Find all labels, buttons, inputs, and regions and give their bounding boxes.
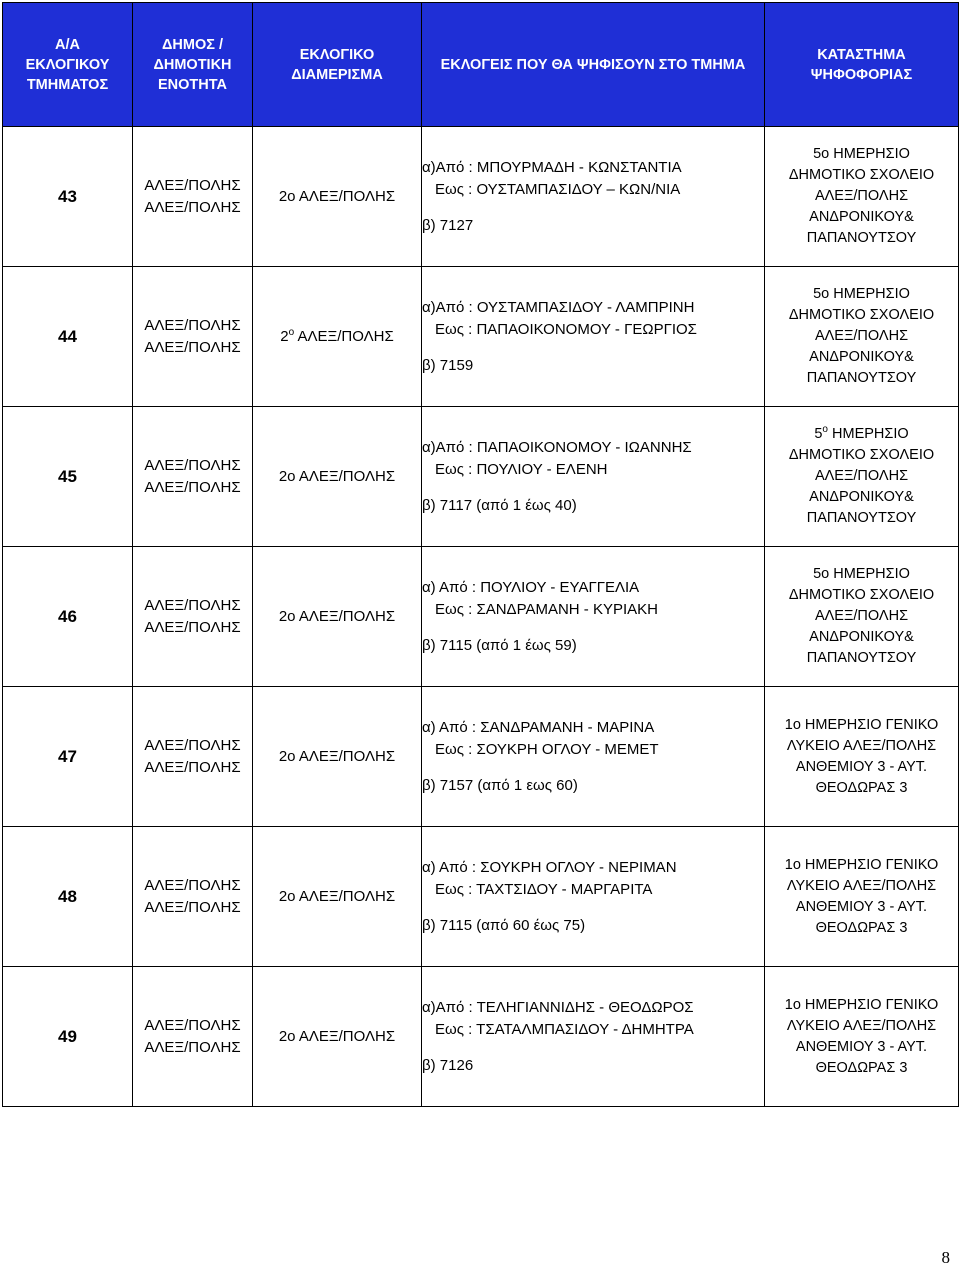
polling-place-line: ΑΝΔΡΟΝΙΚΟΥ& (809, 209, 914, 225)
polling-place-cell (765, 407, 959, 547)
polling-place-line: ΑΝΘΕΜΙΟΥ 3 - ΑΥΤ. (795, 758, 928, 775)
range-from: α) Από : ΣΟΥΚΡΗ ΟΓΛΟΥ - ΝΕΡΙΜΑΝ (422, 858, 677, 876)
electoral-district-cell (253, 547, 422, 687)
section-number-text: 45 (58, 466, 77, 486)
range-to: Εως : ΠΑΠΑΟΙΚΟΝΟΜΟΥ - ΓΕΩΡΓΙΟΣ (435, 320, 697, 338)
polling-place-line: ΠΑΠΑΝΟΥΤΣΟΥ (806, 510, 917, 526)
table-header-row (3, 3, 959, 127)
polling-place-line: ΑΛΕΞ/ΠΟΛΗΣ (814, 468, 909, 484)
municipality-line: ΑΛΕΞ/ΠΟΛΗΣ (144, 316, 241, 334)
range-block: β) 7126 (422, 1056, 474, 1074)
table-row (3, 967, 959, 1107)
polling-place-first-line (765, 144, 958, 165)
section-number (3, 547, 133, 687)
polling-stations-table (2, 2, 959, 1107)
range-block: β) 7117 (από 1 έως 40) (422, 496, 577, 514)
district-text: 2ο ΑΛΕΞ/ΠΟΛΗΣ (278, 747, 396, 765)
polling-place-line: ΔΗΜΟΤΙΚΟ ΣΧΟΛΕΙΟ (788, 307, 935, 323)
polling-place-line: ΑΛΕΞ/ΠΟΛΗΣ (814, 188, 909, 204)
municipality-line: ΑΛΕΞ/ΠΟΛΗΣ (144, 176, 241, 194)
polling-place-lines (765, 585, 958, 669)
electoral-district-cell (253, 267, 422, 407)
municipality-line: ΑΛΕΞ/ΠΟΛΗΣ (144, 1038, 241, 1056)
range-to: Εως : ΤΑΧΤΣΙΔΟΥ - ΜΑΡΓΑΡΙΤΑ (435, 880, 653, 898)
header-line: ΔΗΜΟΣ / (161, 36, 223, 53)
place-text: 5ο ΗΜΕΡΗΣΙΟ (813, 566, 910, 582)
electoral-district-cell (253, 827, 422, 967)
municipality-cell (133, 267, 253, 407)
polling-place-line: ΠΑΠΑΝΟΥΤΣΟΥ (806, 650, 917, 666)
polling-place-line: ΑΝΘΕΜΙΟΥ 3 - ΑΥΤ. (795, 898, 928, 915)
polling-place-line: ΔΗΜΟΤΙΚΟ ΣΧΟΛΕΙΟ (788, 167, 935, 183)
section-number (3, 267, 133, 407)
range-from: α)Από : ΟΥΣΤΑΜΠΑΣΙΔΟΥ - ΛΑΜΠΡΙΝΗ (422, 298, 695, 316)
polling-place-cell (765, 547, 959, 687)
municipality-line: ΑΛΕΞ/ΠΟΛΗΣ (144, 876, 241, 894)
header-section-number (3, 3, 133, 127)
polling-place-first-line (765, 995, 958, 1016)
polling-place-line: ΔΗΜΟΤΙΚΟ ΣΧΟΛΕΙΟ (788, 587, 935, 603)
municipality-line: ΑΛΕΞ/ΠΟΛΗΣ (144, 456, 241, 474)
place-text: 5 (814, 426, 823, 442)
municipality-line: ΑΛΕΞ/ΠΟΛΗΣ (144, 338, 241, 356)
section-number-text: 43 (58, 186, 77, 206)
polling-place-first-line (765, 715, 958, 736)
polling-place-line: ΛΥΚΕΙΟ ΑΛΕΞ/ΠΟΛΗΣ (786, 1017, 937, 1034)
section-number-text: 47 (58, 746, 77, 766)
range-from: α)Από : ΤΕΛΗΓΙΑΝΝΙΔΗΣ - ΘΕΟΔΩΡΟΣ (422, 998, 694, 1016)
range-block: β) 7127 (422, 216, 474, 234)
place-text: 5ο ΗΜΕΡΗΣΙΟ (813, 286, 910, 302)
polling-place-lines (765, 1016, 958, 1079)
section-number-text: 48 (58, 886, 77, 906)
section-number (3, 827, 133, 967)
place-text: 1ο ΗΜΕΡΗΣΙΟ ΓΕΝΙΚΟ (784, 856, 939, 873)
municipality-cell (133, 687, 253, 827)
table-row (3, 127, 959, 267)
header-line: ΤΜΗΜΑΤΟΣ (26, 76, 109, 93)
district-text: 2ο ΑΛΕΞ/ΠΟΛΗΣ (278, 607, 396, 625)
polling-place-first-line (765, 855, 958, 876)
polling-place-line: ΠΑΠΑΝΟΥΤΣΟΥ (806, 370, 917, 386)
section-number-text: 44 (58, 326, 77, 346)
range-to: Εως : ΠΟΥΛΙΟΥ - ΕΛΕΝΗ (435, 460, 608, 478)
header-line: ΕΚΛΟΓΕΙΣ ΠΟΥ ΘΑ ΨΗΦΙΣΟΥΝ ΣΤΟ ΤΜΗΜΑ (440, 56, 746, 73)
municipality-line: ΑΛΕΞ/ΠΟΛΗΣ (144, 898, 241, 916)
voters-range-cell (422, 127, 765, 267)
header-electoral-district (253, 3, 422, 127)
district-text: 2ο ΑΛΕΞ/ΠΟΛΗΣ (278, 467, 396, 485)
polling-place-cell (765, 267, 959, 407)
header-line: ΨΗΦΟΦΟΡΙΑΣ (810, 66, 913, 83)
polling-place-first-line (765, 424, 958, 445)
municipality-cell (133, 967, 253, 1107)
range-from: α)Από : ΠΑΠΑΟΙΚΟΝΟΜΟΥ - ΙΩΑΝΝΗΣ (422, 438, 692, 456)
table-row (3, 407, 959, 547)
range-block: β) 7157 (από 1 εως 60) (422, 776, 578, 794)
header-line: ΔΙΑΜΕΡΙΣΜΑ (291, 66, 383, 83)
municipality-line: ΑΛΕΞ/ΠΟΛΗΣ (144, 478, 241, 496)
polling-place-line: ΠΑΠΑΝΟΥΤΣΟΥ (806, 230, 917, 246)
table-row (3, 827, 959, 967)
polling-place-line: ΛΥΚΕΙΟ ΑΛΕΞ/ΠΟΛΗΣ (786, 737, 937, 754)
voters-range-cell (422, 407, 765, 547)
section-number (3, 687, 133, 827)
header-line: ΕΚΛΟΓΙΚΟΥ (25, 56, 110, 73)
electoral-district-cell (253, 687, 422, 827)
voters-range-cell (422, 267, 765, 407)
polling-place-cell (765, 127, 959, 267)
table-row (3, 267, 959, 407)
electoral-district-cell (253, 407, 422, 547)
municipality-cell (133, 827, 253, 967)
section-number (3, 407, 133, 547)
polling-place-line: ΑΝΔΡΟΝΙΚΟΥ& (809, 629, 914, 645)
polling-place-line: ΑΝΘΕΜΙΟΥ 3 - ΑΥΤ. (795, 1038, 928, 1055)
polling-place-line: ΛΥΚΕΙΟ ΑΛΕΞ/ΠΟΛΗΣ (786, 877, 937, 894)
polling-place-line: ΑΝΔΡΟΝΙΚΟΥ& (809, 349, 914, 365)
section-number-text: 49 (58, 1026, 77, 1046)
place-text: 5ο ΗΜΕΡΗΣΙΟ (813, 146, 910, 162)
section-number-text: 46 (58, 606, 77, 626)
header-line: Α/Α (55, 36, 80, 53)
electoral-district-cell (253, 127, 422, 267)
municipality-line: ΑΛΕΞ/ΠΟΛΗΣ (144, 596, 241, 614)
range-from: α) Από : ΣΑΝΔΡΑΜΑΝΗ - ΜΑΡΙΝΑ (422, 718, 655, 736)
table-row (3, 687, 959, 827)
district-text-suffix: ΑΛΕΞ/ΠΟΛΗΣ (294, 327, 394, 345)
section-number (3, 127, 133, 267)
municipality-cell (133, 547, 253, 687)
municipality-line: ΑΛΕΞ/ΠΟΛΗΣ (144, 618, 241, 636)
district-text: 2ο ΑΛΕΞ/ΠΟΛΗΣ (278, 187, 396, 205)
voters-range-cell (422, 827, 765, 967)
range-from: α)Από : ΜΠΟΥΡΜΑΔΗ - ΚΩΝΣΤΑΝΤΙΑ (422, 158, 682, 176)
range-block: β) 7159 (422, 356, 474, 374)
polling-place-line: ΘΕΟΔΩΡΑΣ 3 (815, 1059, 908, 1076)
table-row (3, 547, 959, 687)
district-text: 2ο ΑΛΕΞ/ΠΟΛΗΣ (278, 1027, 396, 1045)
voters-range-cell (422, 687, 765, 827)
header-line: ΕΚΛΟΓΙΚΟ (299, 46, 375, 63)
municipality-line: ΑΛΕΞ/ΠΟΛΗΣ (144, 1016, 241, 1034)
polling-place-line: ΑΝΔΡΟΝΙΚΟΥ& (809, 489, 914, 505)
place-text: 1ο ΗΜΕΡΗΣΙΟ ΓΕΝΙΚΟ (784, 996, 939, 1013)
range-from: α) Από : ΠΟΥΛΙΟΥ - ΕΥΑΓΓΕΛΙΑ (422, 578, 640, 596)
polling-place-line: ΘΕΟΔΩΡΑΣ 3 (815, 779, 908, 796)
polling-place-line: ΑΛΕΞ/ΠΟΛΗΣ (814, 328, 909, 344)
electoral-district-cell (253, 967, 422, 1107)
range-to: Εως : ΣΟΥΚΡΗ ΟΓΛΟΥ - ΜΕΜΕΤ (435, 740, 659, 758)
municipality-line: ΑΛΕΞ/ΠΟΛΗΣ (144, 198, 241, 216)
polling-place-line: ΑΛΕΞ/ΠΟΛΗΣ (814, 608, 909, 624)
section-number (3, 967, 133, 1107)
polling-place-first-line (765, 564, 958, 585)
place-text: 1ο ΗΜΕΡΗΣΙΟ ΓΕΝΙΚΟ (784, 716, 939, 733)
district-text: 2ο ΑΛΕΞ/ΠΟΛΗΣ (278, 887, 396, 905)
polling-place-lines (765, 305, 958, 389)
header-line: ΕΝΟΤΗΤΑ (157, 76, 227, 93)
polling-place-first-line (765, 284, 958, 305)
header-municipality (133, 3, 253, 127)
place-superscript: ο (822, 424, 828, 436)
polling-place-cell (765, 687, 959, 827)
polling-place-lines (765, 445, 958, 529)
range-block: β) 7115 (από 1 έως 59) (422, 636, 577, 654)
header-line: ΚΑΤΑΣΤΗΜΑ (817, 46, 906, 63)
page-number: 8 (941, 1248, 950, 1267)
municipality-line: ΑΛΕΞ/ΠΟΛΗΣ (144, 736, 241, 754)
range-to: Εως : ΟΥΣΤΑΜΠΑΣΙΔΟΥ – ΚΩΝ/ΝΙΑ (435, 180, 681, 198)
municipality-cell (133, 407, 253, 547)
range-block: β) 7115 (από 60 έως 75) (422, 916, 586, 934)
municipality-cell (133, 127, 253, 267)
voters-range-cell (422, 967, 765, 1107)
polling-place-line: ΔΗΜΟΤΙΚΟ ΣΧΟΛΕΙΟ (788, 447, 935, 463)
district-superscript: ο (288, 326, 295, 338)
header-line: ΔΗΜΟΤΙΚΗ (153, 56, 232, 73)
header-polling-place (765, 3, 959, 127)
polling-place-line: ΘΕΟΔΩΡΑΣ 3 (815, 919, 908, 936)
polling-place-lines (765, 165, 958, 249)
polling-place-lines (765, 736, 958, 799)
range-to: Εως : ΣΑΝΔΡΑΜΑΝΗ - ΚΥΡΙΑΚΗ (435, 600, 658, 618)
place-text-suffix: ΗΜΕΡΗΣΙΟ (827, 426, 909, 442)
range-to: Εως : ΤΣΑΤΑΛΜΠΑΣΙΔΟΥ - ΔΗΜΗΤΡΑ (435, 1020, 694, 1038)
polling-place-lines (765, 876, 958, 939)
municipality-line: ΑΛΕΞ/ΠΟΛΗΣ (144, 758, 241, 776)
voters-range-cell (422, 547, 765, 687)
district-text: 2 (280, 327, 289, 345)
polling-place-cell (765, 827, 959, 967)
polling-place-cell (765, 967, 959, 1107)
header-voters (422, 3, 765, 127)
